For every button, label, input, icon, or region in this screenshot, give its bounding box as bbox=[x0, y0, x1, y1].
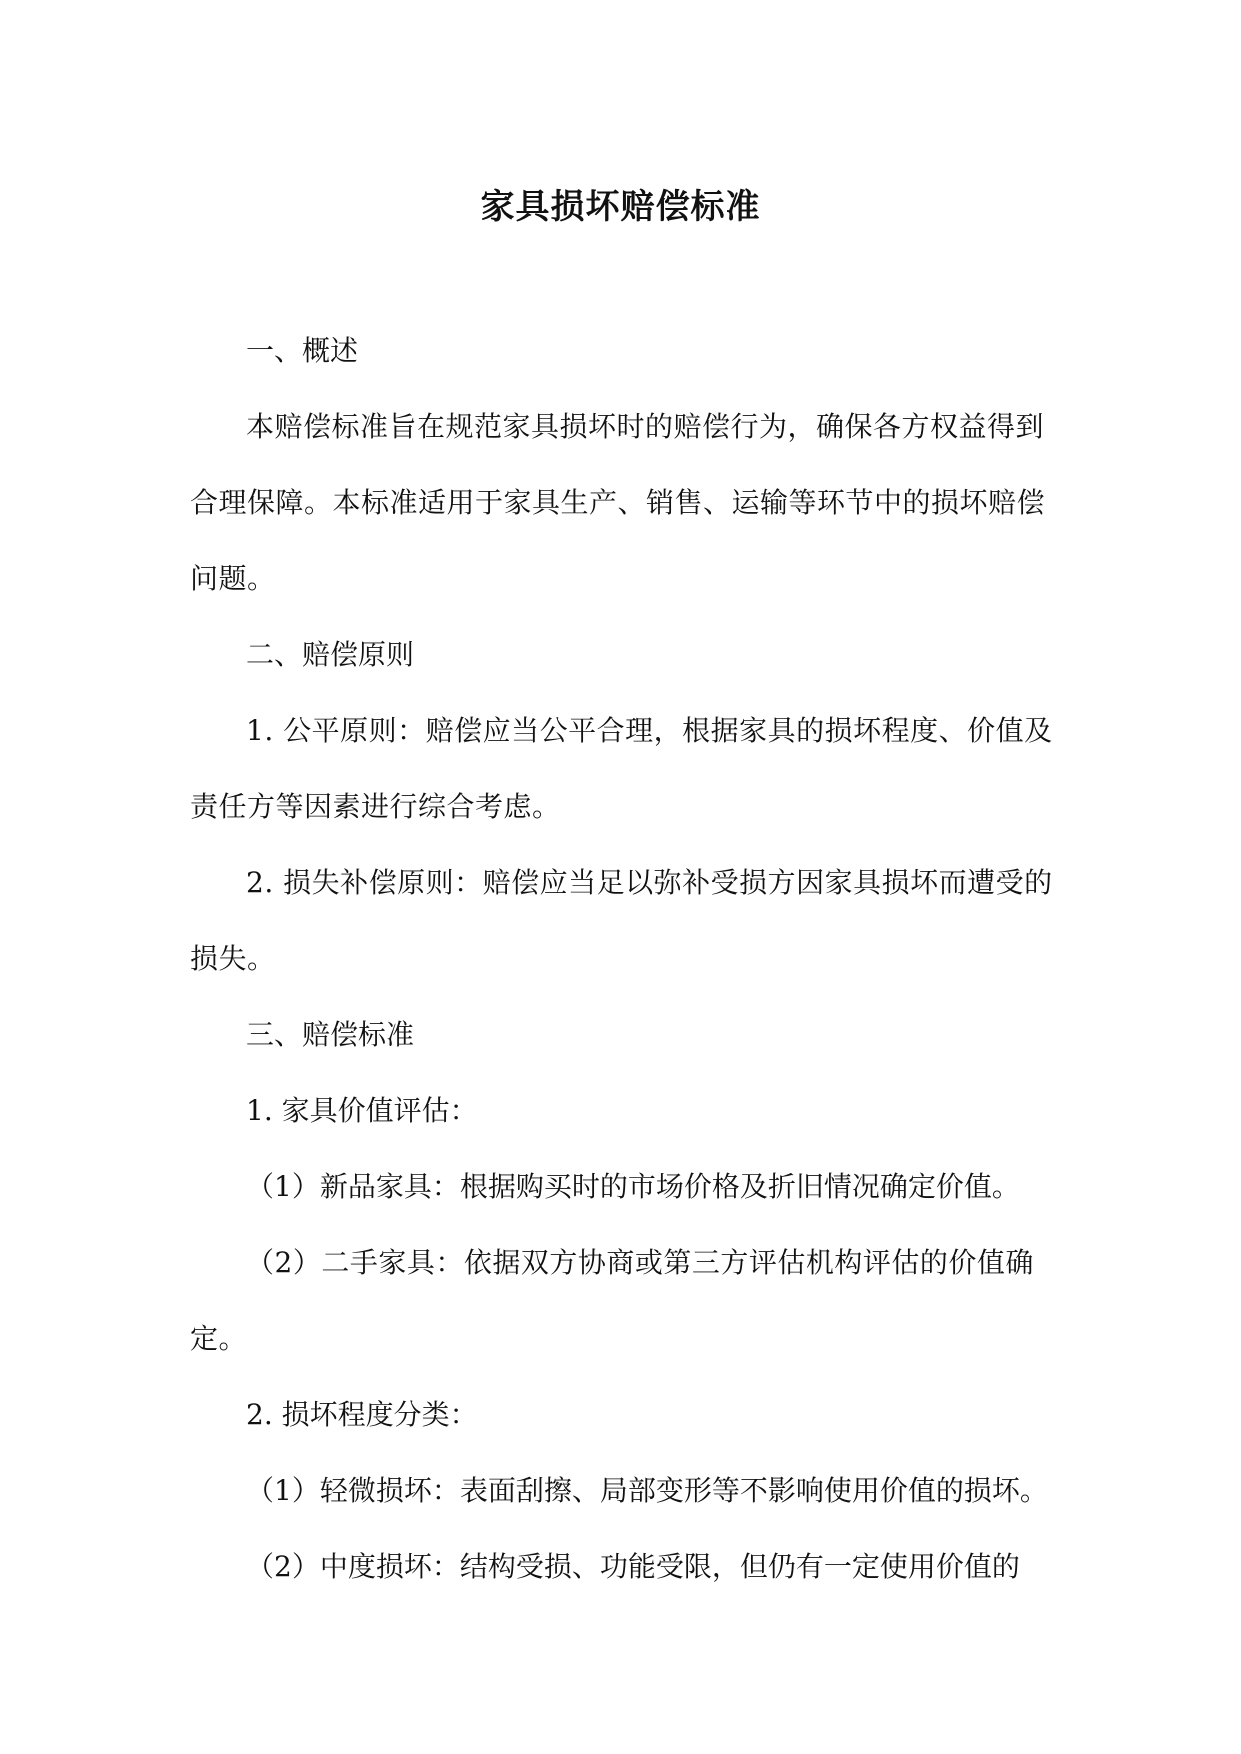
principle-item-compensation: 2. 损失补偿原则：赔偿应当足以弥补受损方因家具损坏而遭受的损失。 bbox=[190, 866, 1053, 975]
valuation-subitem-used: （2）二手家具：依据双方协商或第三方评估机构评估的价值确定。 bbox=[190, 1246, 1034, 1355]
standard-item-damage-level: 2. 损坏程度分类： bbox=[246, 1398, 478, 1431]
section-heading-standards: 三、赔偿标准 bbox=[246, 1018, 415, 1051]
standard-item-valuation: 1. 家具价值评估： bbox=[246, 1094, 478, 1127]
principle-item-fairness: 1. 公平原则：赔偿应当公平合理，根据家具的损坏程度、价值及责任方等因素进行综合考虑。 bbox=[190, 714, 1053, 823]
section-heading-overview: 一、概述 bbox=[246, 334, 359, 367]
valuation-subitem-new: （1）新品家具：根据购买时的市场价格及折旧情况确定价值。 bbox=[246, 1170, 1020, 1203]
overview-paragraph: 本赔偿标准旨在规范家具损坏时的赔偿行为，确保各方权益得到合理保障。本标准适用于家具生产、销售、运输等环节中的损坏赔偿问题。 bbox=[190, 410, 1046, 595]
section-heading-principles: 二、赔偿原则 bbox=[246, 638, 415, 671]
damage-subitem-minor: （1）轻微损坏：表面刮擦、局部变形等不影响使用价值的损坏。 bbox=[246, 1474, 1048, 1507]
damage-subitem-moderate: （2）中度损坏：结构受损、功能受限，但仍有一定使用价值的 bbox=[246, 1550, 1020, 1583]
document-body bbox=[190, 313, 1055, 1605]
document-title: 家具损坏赔偿标准 bbox=[480, 187, 761, 227]
